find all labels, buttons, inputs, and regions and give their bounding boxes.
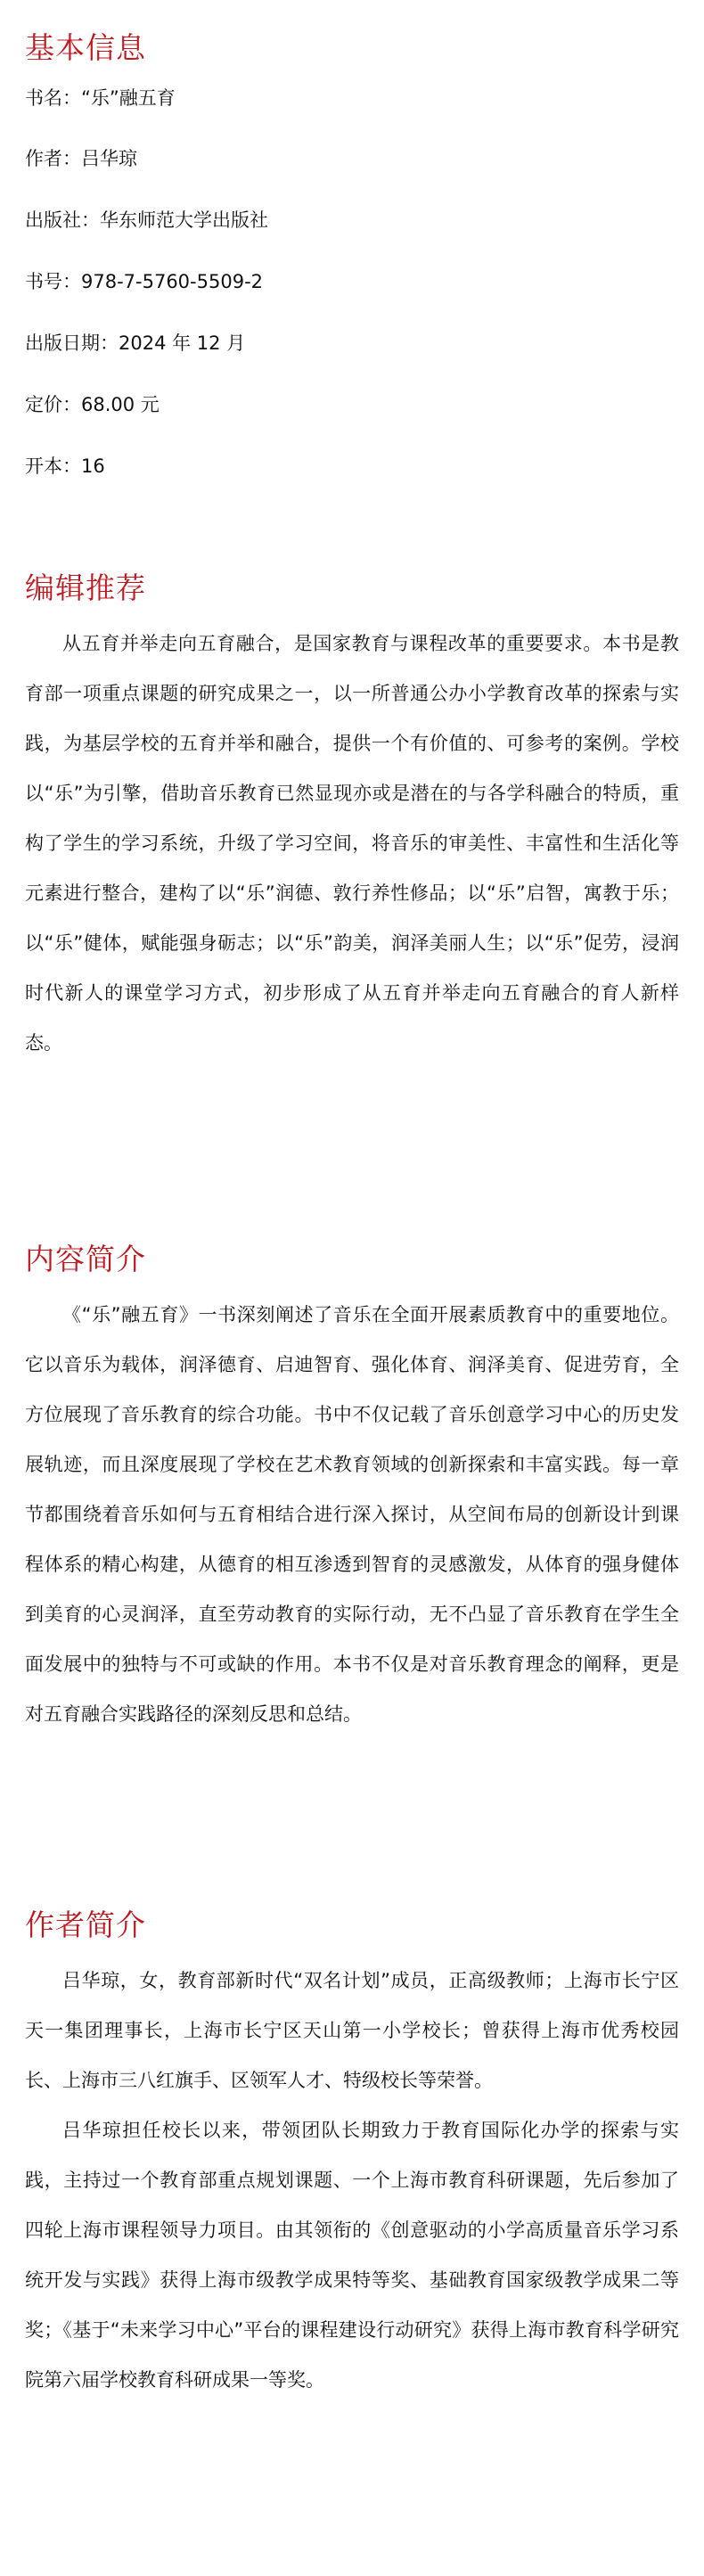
format-row: 开本：16 bbox=[25, 455, 105, 477]
content-summary-paragraph: 《“乐”融五育》一书深刻阐述了音乐在全面开展素质教育中的重要地位。它以音乐为载体，润泽德育、启迪智育、强化体育、润泽美育、促进劳育，全方位展现了音乐教育的综合功能。书中不仅记载了音乐创意学习中心的历史发展轨迹，而且深度展现了学校在艺术教育领域的创新探索和丰富实践。每一章节都围绕着音乐如何与五育相结合进行深入探讨，从空间布局的创新设计到课程体系的精心构建，从德育的相互渗透到智育的灵感激发，从体育的强身健体到美育的心灵润泽，直至劳动教育的实际行动，无不凸显了音乐教育在学生全面发展中的独特与不可或缺的作用。本书不仅是对音乐教育理念的阐释，更是对五育融合实践路径的深刻反思和总结。 bbox=[25, 1303, 679, 1725]
basic-info-section bbox=[25, 30, 679, 515]
publisher-row: 出版社：华东师范大学出版社 bbox=[25, 209, 268, 232]
author-intro-paragraph-2: 吕华琼担任校长以来，带领团队长期致力于教育国际化办学的探索与实践，主持过一个教育部重点规划课题、一个上海市教育科研课题，先后参加了四轮上海市课程领导力项目。由其领衔的《创意驱动的小学高质量音乐学习系统开发与实践》获得上海市级教学成果特等奖、基础教育国家级教学成果二等奖；《基于“未来学习中心”平台的课程建设行动研究》获得上海市教育科学研究院第六届学校教育科研成果一等奖。 bbox=[25, 2119, 679, 2391]
price-row: 定价：68.00 元 bbox=[25, 394, 160, 416]
author-row: 作者：吕华琼 bbox=[25, 148, 137, 170]
pub-date-row: 出版日期：2024 年 12 月 bbox=[25, 332, 246, 355]
book-name-row: 书名：“乐”融五育 bbox=[25, 86, 176, 109]
basic-info-list bbox=[25, 86, 679, 480]
content-summary-heading: 内容简介 bbox=[25, 1242, 146, 1276]
author-intro-section bbox=[25, 1907, 679, 2405]
editor-recommendation-section bbox=[25, 570, 679, 1068]
author-intro-paragraph-1: 吕华琼，女，教育部新时代“双名计划”成员，正高级教师；上海市长宁区天一集团理事长，上海市长宁区天山第一小学校长；曾获得上海市优秀校园长、上海市三八红旗手、区领军人才、特级校长等荣誉。 bbox=[25, 1969, 679, 2091]
editor-recommendation-paragraph: 从五育并举走向五育融合，是国家教育与课程改革的重要要求。本书是教育部一项重点课题的研究成果之一，以一所普通公办小学教育改革的探索与实践，为基层学校的五育并举和融合，提供一个有价值的、可参考的案例。学校以“乐”为引擎，借助音乐教育已然显现亦或是潜在的与各学科融合的特质，重构了学生的学习系统，升级了学习空间，将音乐的审美性、丰富性和生活化等元素进行整合，建构了以“乐”润德、敦行养性修品；以“乐”启智，寓教于乐；以“乐”健体，赋能强身砺志；以“乐”韵美，润泽美丽人生；以“乐”促劳，浸润时代新人的课堂学习方式，初步形成了从五育并举走向五育融合的育人新样态。 bbox=[25, 632, 679, 1054]
author-intro-heading: 作者简介 bbox=[25, 1907, 146, 1942]
content-summary-section bbox=[25, 1242, 679, 1739]
isbn-row: 书号：978-7-5760-5509-2 bbox=[25, 271, 264, 293]
basic-info-heading: 基本信息 bbox=[25, 30, 146, 65]
editor-recommendation-heading: 编辑推荐 bbox=[25, 570, 146, 605]
